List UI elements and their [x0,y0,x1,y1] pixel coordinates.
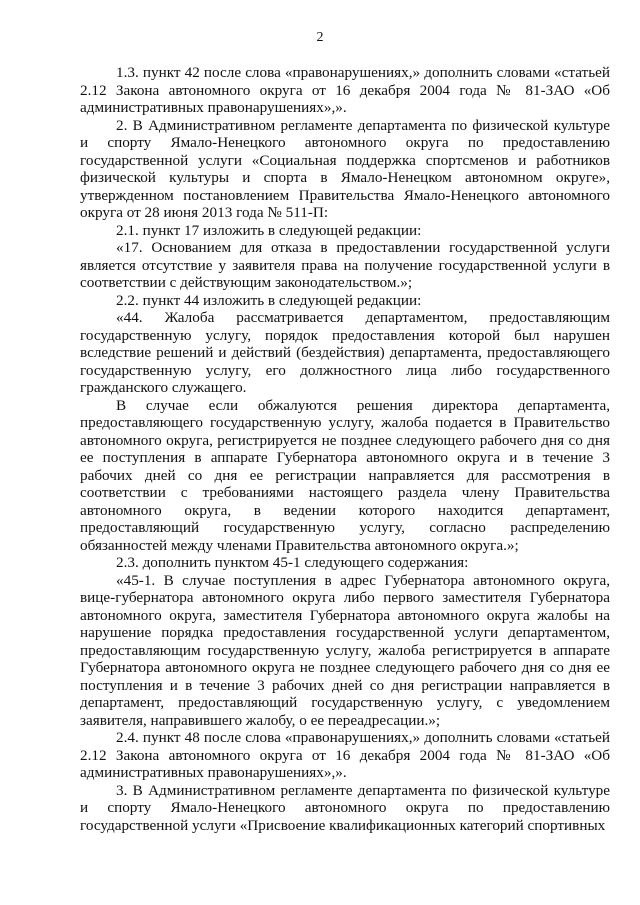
paragraph-2-2-text-continued: В случае если обжалуются решения директора департамента, предоставляющего государственную услугу, жалоба подается в Правительство автономного округа, регистрируется не позднее следующего рабочего дня со дня ее поступления в аппарате Губернатора автономного округа и в течение 3 рабочих дней со дня ее регистрации направляется для рассмотрения в соответствии с требованиями настоящего раздела члену Правительства автономного округа, в ведении которого находится департамент, предоставляющий государственную услугу, согласно распределению обязанностей между членами Правительства автономного округа.»; [80,396,610,554]
paragraph-2-1-text: «17. Основанием для отказа в предоставлении государственной услуги является отсутствие у заявителя права на получение государственной услуги в соответствии с действующим законодательством.»; [80,239,610,291]
paragraph-2-1: 2.1. пункт 17 изложить в следующей редакции: [116,221,422,239]
paragraph-2-3-text: «45-1. В случае поступления в адрес Губернатора автономного округа, вице-губернатора автономного округа либо первого заместителя Губернатора автономного округа, заместителя Губернатора автономного округа жалобы на нарушение порядка предоставления государственной услуги департаментом, предоставляющим государственную услугу, жалоба регистрируется в аппарате Губернатора автономного округа не позднее следующего рабочего дня со дня ее поступления и в течение 3 рабочих дней со дня регистрации направляется в департамент, предоставляющий государственную услугу, с уведомлением заявителя, направившего жалобу, о ее переадресации.»; [80,571,610,729]
page-number: 2 [316,30,324,45]
paragraph-2: 2. В Административном регламенте департамента по физической культуре и спорту Ямало-Ненецкого автономного округа по предоставлению государственной услуги «Социальная поддержка спортсменов и работников физической культуры и спорта в Ямало-Ненецком автономном округе», утвержденном постановлением Правительства Ямало-Ненецкого автономного округа от 28 июня 2013 года № 511-П: [80,116,610,221]
paragraph-1-3: 1.3. пункт 42 после слова «правонарушениях,» дополнить словами «статьей 2.12 Закона автономного округа от 16 декабря 2004 года № 81-ЗАО «Об административных правонарушениях»,». [80,64,610,116]
paragraph-3: 3. В Административном регламенте департамента по физической культуре и спорту Ямало-Ненецкого автономного округа по предоставлению государственной услуги «Присвоение квалификационных категорий спортивных [80,781,610,834]
paragraph-2-3: 2.3. дополнить пунктом 45-1 следующего содержания: [116,554,469,571]
paragraph-2-4: 2.4. пункт 48 после слова «правонарушениях,» дополнить словами «статьей 2.12 Закона автономного округа от 16 декабря 2004 года № 81-ЗАО «Об административных правонарушениях»,». [80,729,610,781]
document-body [80,64,610,834]
paragraph-2-2-text: «44. Жалоба рассматривается департаментом, предоставляющим государственную услугу, порядок предоставления которой был нарушен вследствие решений и действий (бездействия) департамента, предоставляющего государственную услугу, его должностного лица либо государственного гражданского служащего. [80,309,610,396]
paragraph-2-2: 2.2. пункт 44 изложить в следующей редакции: [116,291,422,309]
